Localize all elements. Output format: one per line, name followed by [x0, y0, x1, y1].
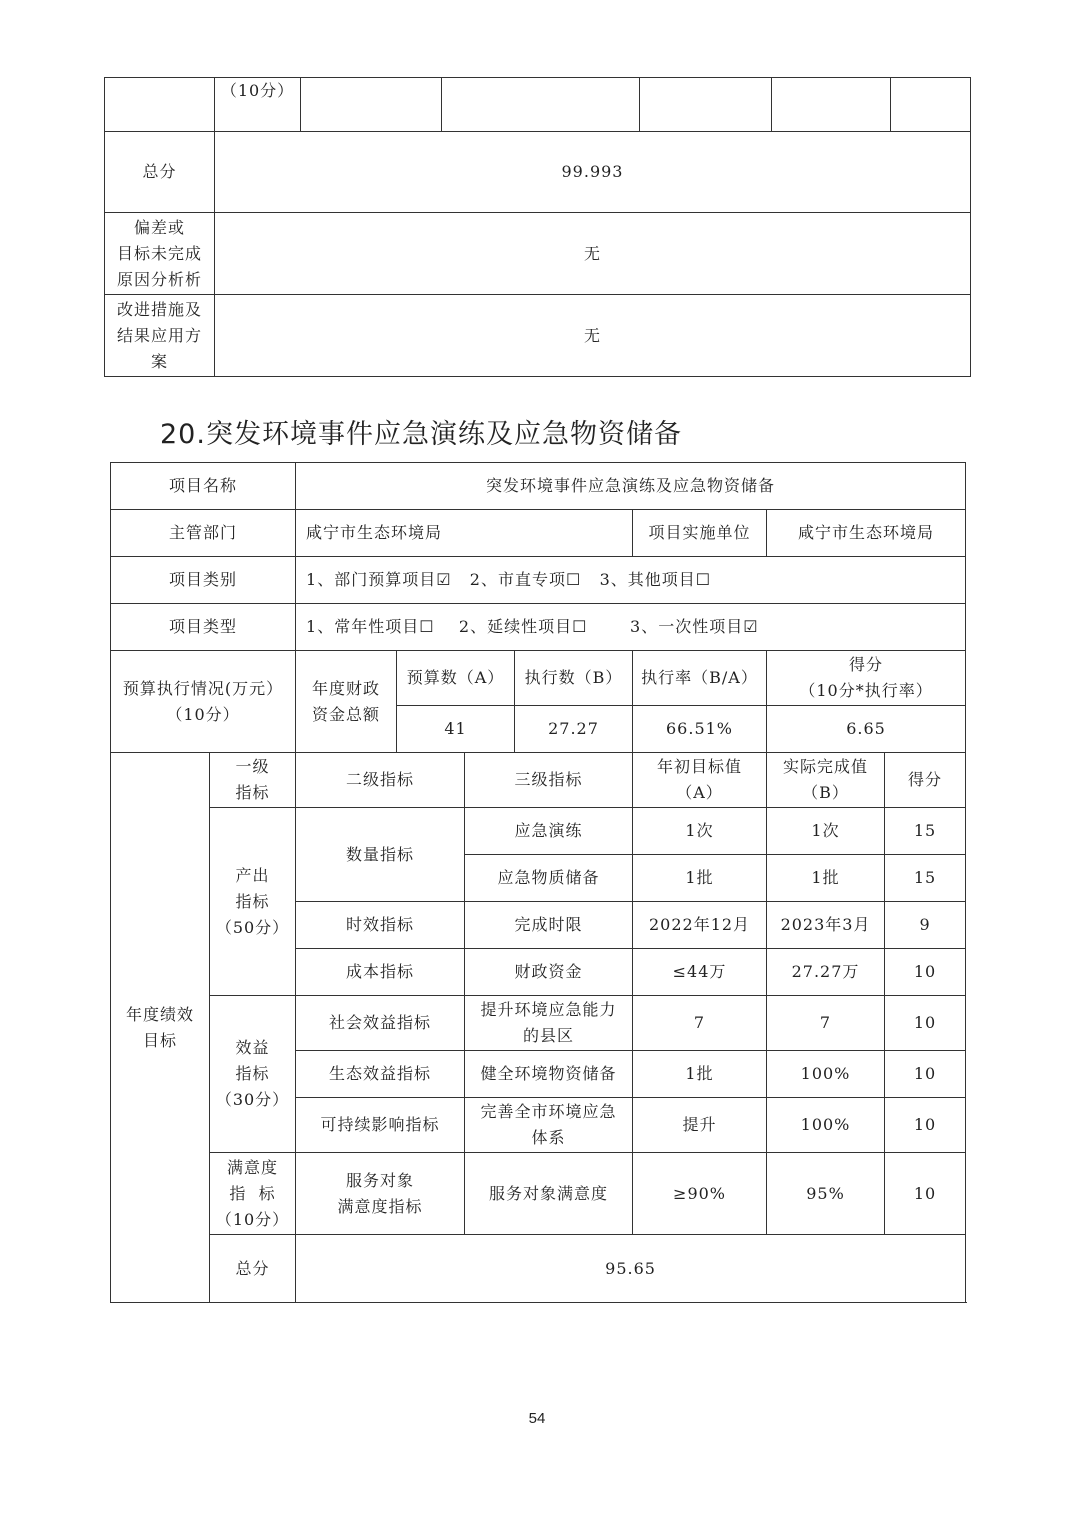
actual-cell: 1批: [767, 855, 885, 902]
level3-cell: 提升环境应急能力 的县区: [465, 996, 633, 1051]
val-score: 6.65: [767, 706, 966, 753]
score-cell: 10: [885, 1098, 966, 1153]
header-target: 年初目标值 （A）: [633, 753, 767, 808]
table-row: [111, 996, 966, 1051]
improvement-label: 改进措施及 结果应用方 案: [105, 295, 215, 377]
deviation-value: 无: [215, 213, 971, 295]
level3-cell: 服务对象满意度: [465, 1153, 633, 1235]
category-value: 1、部门预算项目☑ 2、市直专项☐ 3、其他项目☐: [296, 557, 966, 604]
col-rate: 执行率（B/A）: [633, 651, 767, 706]
empty-cell: [105, 78, 215, 132]
impl-label: 项目实施单位: [633, 510, 767, 557]
actual-cell: 2023年3月: [767, 902, 885, 949]
level3-cell: 应急演练: [465, 808, 633, 855]
target-cell: ≤44万: [633, 949, 767, 996]
score-cell: 9: [885, 902, 966, 949]
output-indicator-label: 产出 指标 （50分）: [210, 808, 296, 996]
score-cell: 10: [885, 1153, 966, 1235]
col-score: 得分 （10分*执行率）: [767, 651, 966, 706]
total-label: 总分: [105, 132, 215, 213]
dept-value: 咸宁市生态环境局: [296, 510, 633, 557]
fund-label: 年度财政 资金总额: [296, 651, 397, 753]
header-actual: 实际完成值 （B）: [767, 753, 885, 808]
table-row: [111, 808, 966, 855]
deviation-label: 偏差或 目标未完成 原因分析析: [105, 213, 215, 295]
impl-value: 咸宁市生态环境局: [767, 510, 966, 557]
target-cell: 1批: [633, 855, 767, 902]
annual-goal-label: 年度绩效 目标: [111, 753, 210, 1303]
satisfaction-indicator-label: 满意度 指 标 （10分）: [210, 1153, 296, 1235]
level3-cell: 完善全市环境应急 体系: [465, 1098, 633, 1153]
col-budget-a: 预算数（A）: [397, 651, 515, 706]
header-score: 得分: [885, 753, 966, 808]
total-value: 99.993: [215, 132, 971, 213]
val-budget-a: 41: [397, 706, 515, 753]
level3-cell: 应急物质储备: [465, 855, 633, 902]
improvement-value: 无: [215, 295, 971, 377]
header-level1: 一级 指标: [210, 753, 296, 808]
target-cell: 1次: [633, 808, 767, 855]
dept-label: 主管部门: [111, 510, 296, 557]
empty-cell: [442, 78, 640, 132]
empty-cell: [301, 78, 442, 132]
val-exec-b: 27.27: [515, 706, 633, 753]
target-cell: 1批: [633, 1051, 767, 1098]
section-title: 20.突发环境事件应急演练及应急物资储备: [160, 419, 682, 450]
level3-cell: 财政资金: [465, 949, 633, 996]
score-cell: 15: [885, 855, 966, 902]
level3-cell: 完成时限: [465, 902, 633, 949]
level2-cell: 可持续影响指标: [296, 1098, 465, 1153]
target-cell: 提升: [633, 1098, 767, 1153]
level2-cell: 数量指标: [296, 808, 465, 902]
empty-cell: [640, 78, 772, 132]
col-exec-b: 执行数（B）: [515, 651, 633, 706]
actual-cell: 1次: [767, 808, 885, 855]
page-number: 54: [528, 1410, 546, 1427]
score-cell: 15: [885, 808, 966, 855]
level2-cell: 生态效益指标: [296, 1051, 465, 1098]
benefit-indicator-label: 效益 指标 （30分）: [210, 996, 296, 1153]
type-label: 项目类型: [111, 604, 296, 651]
level3-cell: 健全环境物资储备: [465, 1051, 633, 1098]
level2-cell: 时效指标: [296, 902, 465, 949]
total-value: 95.65: [296, 1235, 966, 1303]
actual-cell: 27.27万: [767, 949, 885, 996]
table-row: [111, 1153, 966, 1235]
project-performance-table: [110, 462, 966, 1303]
empty-cell: [772, 78, 891, 132]
actual-cell: 100%: [767, 1051, 885, 1098]
actual-cell: 7: [767, 996, 885, 1051]
target-cell: 2022年12月: [633, 902, 767, 949]
actual-cell: 95%: [767, 1153, 885, 1235]
actual-cell: 100%: [767, 1098, 885, 1153]
level2-cell: 成本指标: [296, 949, 465, 996]
level2-cell: 服务对象 满意度指标: [296, 1153, 465, 1235]
project-name-value: 突发环境事件应急演练及应急物资储备: [296, 463, 966, 510]
empty-cell: [891, 78, 971, 132]
target-cell: 7: [633, 996, 767, 1051]
budget-label: 预算执行情况(万元） （10分）: [111, 651, 296, 753]
previous-project-table: [104, 77, 971, 377]
type-value: 1、常年性项目☐ 2、延续性项目☐ 3、一次性项目☑: [296, 604, 966, 651]
score-cell: 10: [885, 996, 966, 1051]
header-level2: 二级指标: [296, 753, 465, 808]
partial-score-label: （10分）: [215, 78, 301, 132]
total-label: 总分: [210, 1235, 296, 1303]
header-level3: 三级指标: [465, 753, 633, 808]
val-rate: 66.51%: [633, 706, 767, 753]
category-label: 项目类别: [111, 557, 296, 604]
project-name-label: 项目名称: [111, 463, 296, 510]
target-cell: ≥90%: [633, 1153, 767, 1235]
level2-cell: 社会效益指标: [296, 996, 465, 1051]
score-cell: 10: [885, 1051, 966, 1098]
score-cell: 10: [885, 949, 966, 996]
